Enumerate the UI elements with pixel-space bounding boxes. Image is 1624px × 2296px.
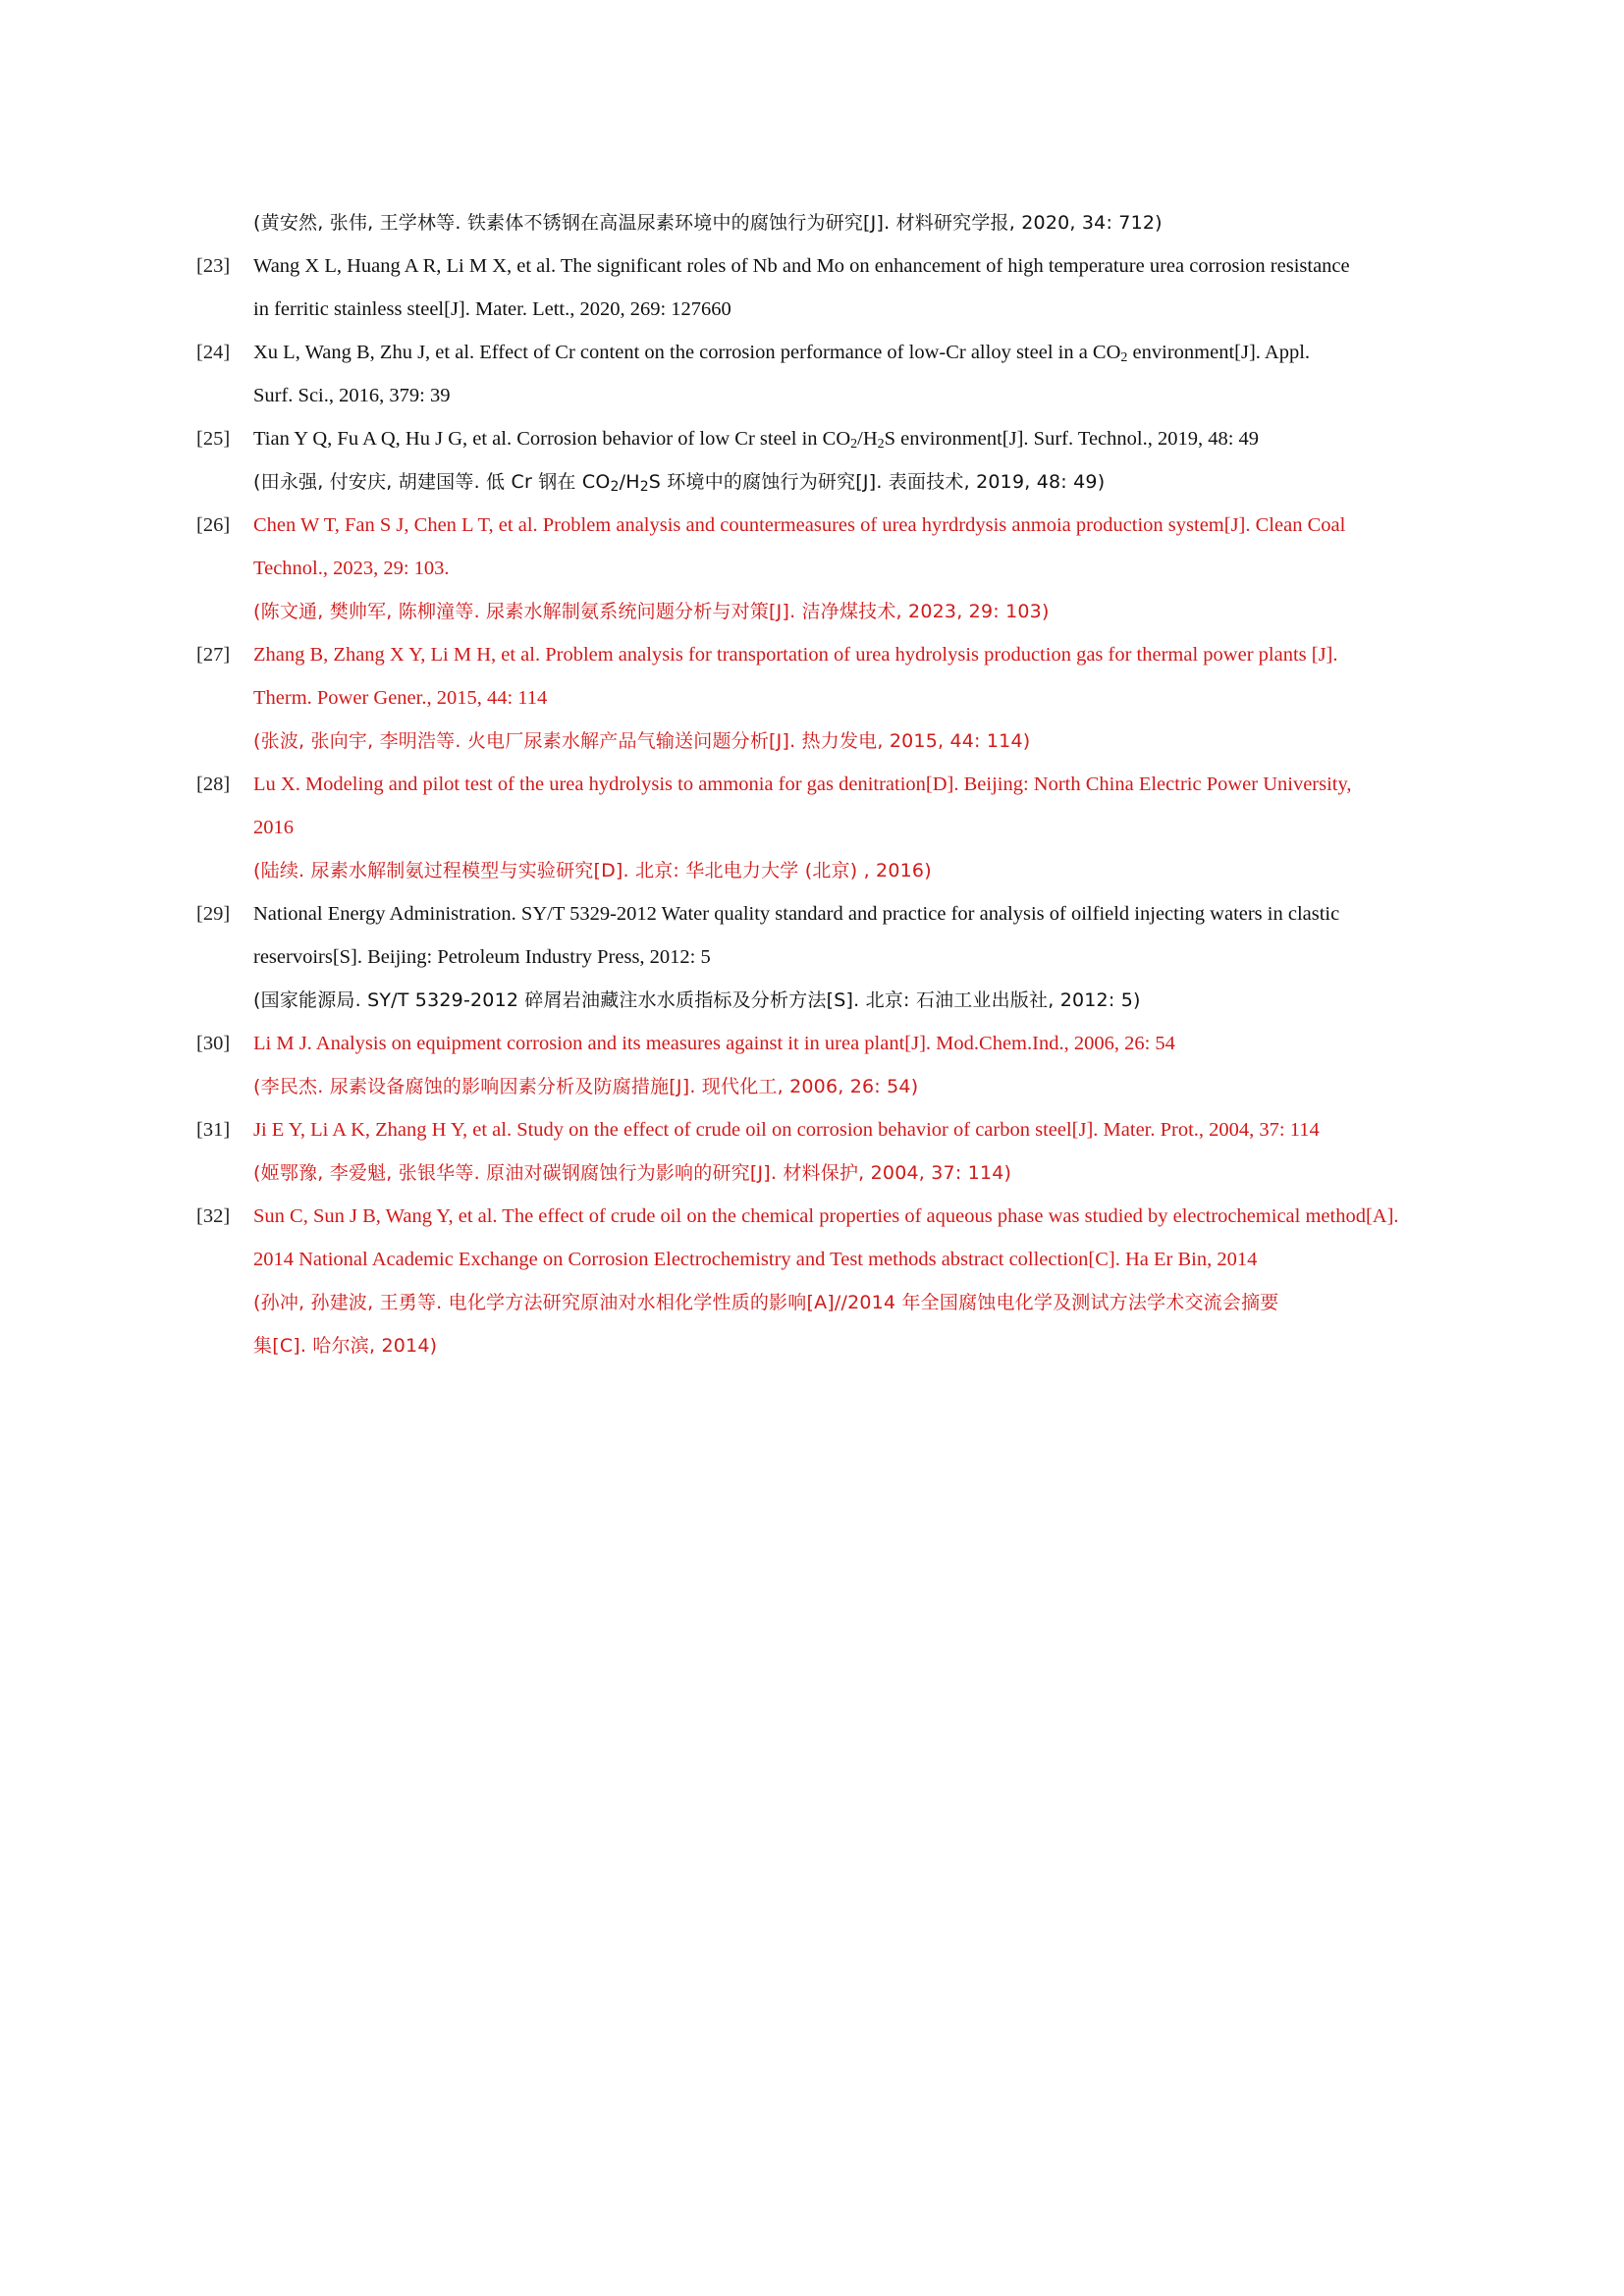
reference-line: Li M J. Analysis on equipment corrosion and its measures against it in urea plant[J]. Mod.Chem.Ind., 2006, 26: 54 [253,1033,1175,1054]
reference-line-chinese: (陈文通, 樊帅军, 陈柳潼等. 尿素水解制氨系统问题分析与对策[J]. 洁净煤技术, 2023, 29: 103) [253,601,1050,622]
reference-line: 2014 National Academic Exchange on Corrosion Electrochemistry and Test methods abstract collection[C]. Ha Er Bin, 2014 [253,1249,1258,1270]
reference-number: [29] [196,903,231,925]
reference-number: [32] [196,1205,231,1227]
subscript: 2 [850,437,858,452]
reference-line-chinese: (张波, 张向宇, 李明浩等. 火电厂尿素水解产品气输送问题分析[J]. 热力发电, 2015, 44: 114) [253,730,1031,752]
reference-number: [25] [196,428,231,450]
reference-line: Wang X L, Huang A R, Li M X, et al. The significant roles of Nb and Mo on enhancement of high temperature urea corrosion resistance [253,255,1350,277]
reference-number: [31] [196,1119,231,1141]
reference-25 [190,417,1457,504]
reference-number: [28] [196,774,231,795]
reference-26 [190,504,1457,633]
reference-31 [190,1108,1457,1195]
reference-number: [23] [196,255,231,277]
reference-line: 2016 [253,817,294,838]
reference-line: Zhang B, Zhang X Y, Li M H, et al. Problem analysis for transportation of urea hydrolysis production gas for thermal power plants [J]. [253,644,1338,666]
reference-line [253,331,1457,374]
text-segment: S 环境中的腐蚀行为研究[J]. 表面技术, 2019, 48: 49) [648,471,1106,493]
reference-list [190,201,1457,1367]
reference-32 [190,1195,1457,1367]
reference-line: Ji E Y, Li A K, Zhang H Y, et al. Study on the effect of crude oil on corrosion behavior of carbon steel[J]. Mater. Prot., 2004, 37: 114 [253,1119,1320,1141]
text-segment: /H [857,428,878,450]
reference-27 [190,633,1457,763]
reference-line-chinese: (孙冲, 孙建波, 王勇等. 电化学方法研究原油对水相化学性质的影响[A]//2014 年全国腐蚀电化学及测试方法学术交流会摘要 [253,1292,1279,1313]
reference-line-chinese: (李民杰. 尿素设备腐蚀的影响因素分析及防腐措施[J]. 现代化工, 2006, 26: 54) [253,1076,919,1097]
reference-24 [190,331,1457,417]
text-segment: environment[J]. Appl. [1127,342,1311,363]
subscript: 2 [610,479,620,495]
text-segment: /H [619,471,640,493]
reference-number: [24] [196,342,231,363]
reference-23 [190,244,1457,331]
text-segment: (田永强, 付安庆, 胡建国等. 低 Cr 钢在 CO [253,471,611,493]
text-segment: S environment[J]. Surf. Technol., 2019, 48: 49 [884,428,1260,450]
reference-line: Surf. Sci., 2016, 379: 39 [253,385,451,406]
reference-line: Therm. Power Gener., 2015, 44: 114 [253,687,548,709]
reference-line: Chen W T, Fan S J, Chen L T, et al. Problem analysis and countermeasures of urea hyrdrdysis anmoia production system[J]. Clean Coal [253,514,1346,536]
reference-line-chinese [253,460,1457,504]
reference-line-chinese: 集[C]. 哈尔滨, 2014) [253,1335,438,1357]
reference-line: National Energy Administration. SY/T 5329-2012 Water quality standard and practice for analysis of oilfield injecting waters in clastic [253,903,1340,925]
reference-line-chinese: (陆续. 尿素水解制氨过程模型与实验研究[D]. 北京: 华北电力大学 (北京) , 2016) [253,860,932,881]
reference-line-chinese: (国家能源局. SY/T 5329-2012 碎屑岩油藏注水水质指标及分析方法[S]. 北京: 石油工业出版社, 2012: 5) [253,989,1141,1011]
reference-number: [27] [196,644,231,666]
reference-29 [190,892,1457,1022]
reference-line: in ferritic stainless steel[J]. Mater. Lett., 2020, 269: 127660 [253,298,731,320]
subscript: 2 [877,437,885,452]
subscript: 2 [639,479,649,495]
reference-22-chinese-continuation: (黄安然, 张伟, 王学林等. 铁素体不锈钢在高温尿素环境中的腐蚀行为研究[J]. 材料研究学报, 2020, 34: 712) [253,212,1163,234]
reference-number: [26] [196,514,231,536]
reference-number: [30] [196,1033,231,1054]
reference-line-chinese: (姬鄂豫, 李爱魁, 张银华等. 原油对碳钢腐蚀行为影响的研究[J]. 材料保护, 2004, 37: 114) [253,1162,1012,1184]
reference-line: Lu X. Modeling and pilot test of the urea hydrolysis to ammonia for gas denitration[D]. Beijing: North China Electric Power University, [253,774,1352,795]
reference-line: reservoirs[S]. Beijing: Petroleum Industry Press, 2012: 5 [253,946,711,968]
reference-line: Sun C, Sun J B, Wang Y, et al. The effect of crude oil on the chemical properties of aqueous phase was studied by electrochemical method[A]. [253,1205,1399,1227]
reference-30 [190,1022,1457,1108]
reference-line: Technol., 2023, 29: 103. [253,558,450,579]
reference-line [253,417,1457,460]
subscript: 2 [1120,350,1128,365]
text-segment: Tian Y Q, Fu A Q, Hu J G, et al. Corrosion behavior of low Cr steel in CO [253,428,851,450]
text-segment: Xu L, Wang B, Zhu J, et al. Effect of Cr content on the corrosion performance of low-Cr alloy steel in a CO [253,342,1121,363]
reference-28 [190,763,1457,892]
